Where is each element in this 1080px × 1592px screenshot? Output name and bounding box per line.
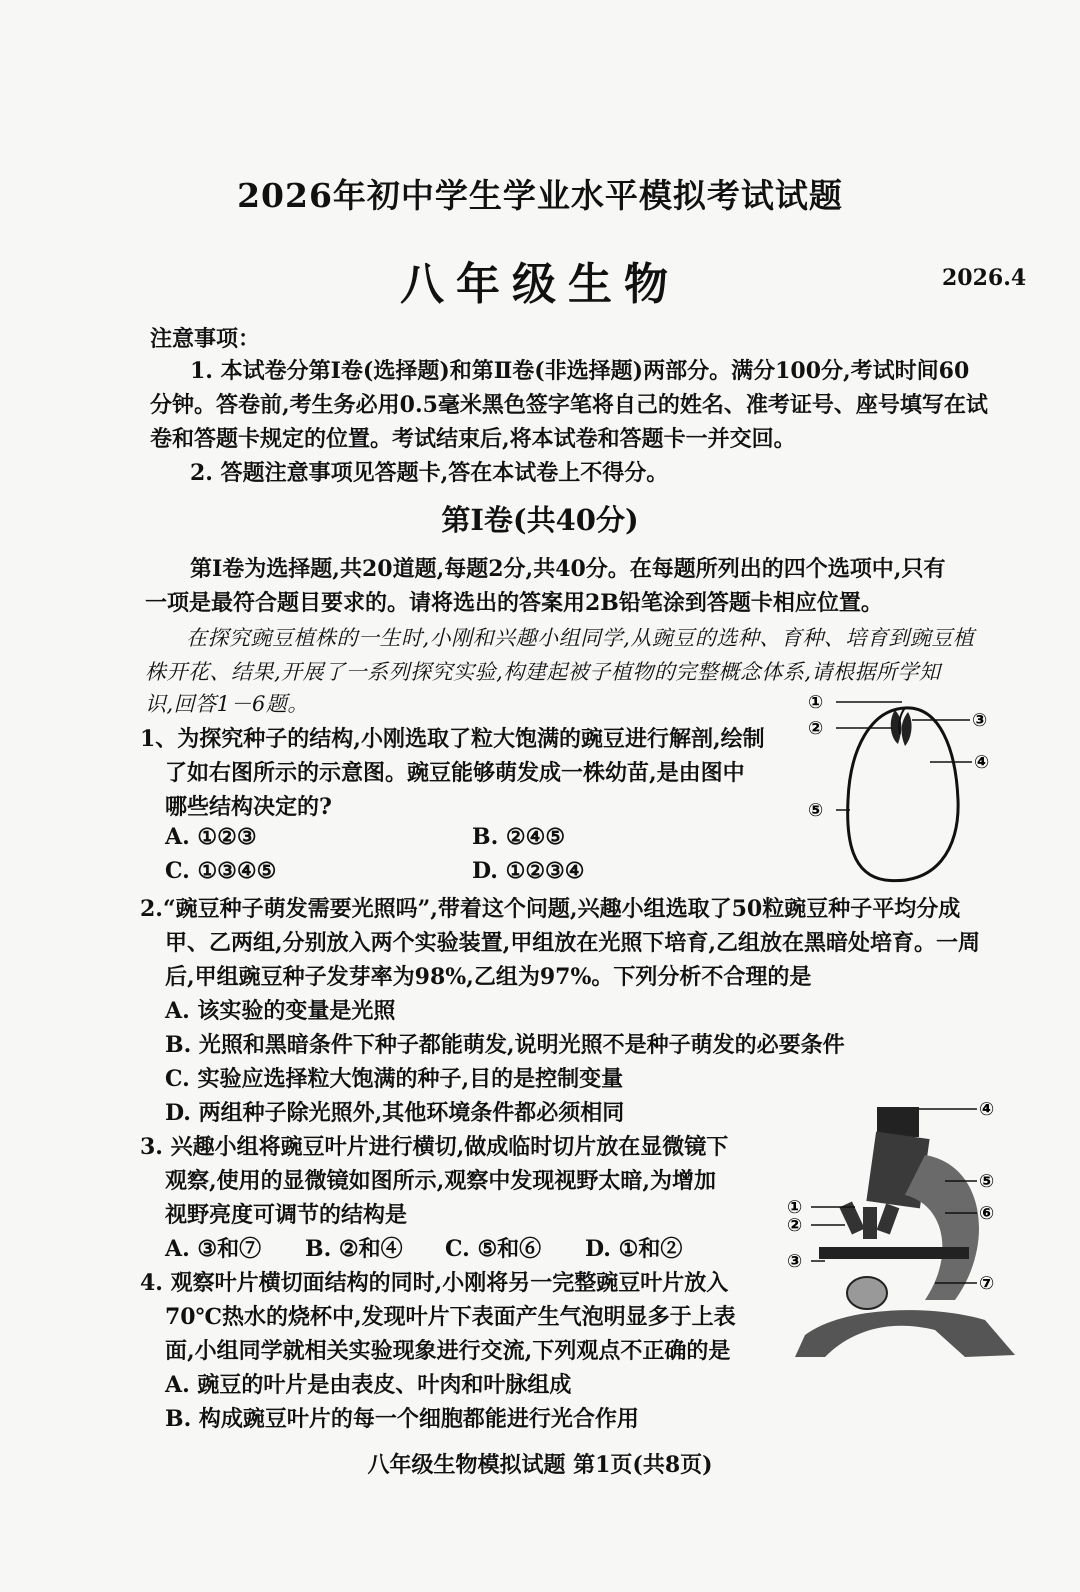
intro-line-3: 识,回答1－6题。 — [145, 692, 309, 716]
q3-line-3: 视野亮度可调节的结构是 — [165, 1202, 408, 1228]
q4-line-3: 面,小组同学就相关实验现象进行交流,下列观点不正确的是 — [165, 1338, 731, 1364]
exam-title: 2026年初中学生学业水平模拟考试试题 — [237, 176, 843, 215]
q4-option-b: B. 构成豌豆叶片的每一个细胞都能进行光合作用 — [165, 1406, 639, 1432]
notice-line-1: 1. 本试卷分第Ⅰ卷(选择题)和第Ⅱ卷(非选择题)两部分。满分100分,考试时间60 — [190, 358, 970, 384]
q1-option-c: C. ①③④⑤ — [165, 858, 277, 884]
q1-option-a: A. ①②③ — [165, 824, 257, 850]
seed-label-1: ① — [808, 692, 824, 713]
q2-option-b: B. 光照和黑暗条件下种子都能萌发,说明光照不是种子萌发的必要条件 — [165, 1032, 845, 1058]
seed-label-5: ⑤ — [808, 800, 824, 821]
exam-subject: 八年级生物 — [400, 259, 680, 310]
scope-label-1: ① — [787, 1197, 803, 1218]
q2-line-3: 后,甲组豌豆种子发芽率为98%,乙组为97%。下列分析不合理的是 — [165, 964, 812, 990]
scope-label-2: ② — [787, 1215, 803, 1236]
q1-option-d: D. ①②③④ — [472, 858, 585, 884]
q4-line-1: 4. 观察叶片横切面结构的同时,小刚将另一完整豌豆叶片放入 — [140, 1270, 729, 1296]
intro-line-2: 株开花、结果,开展了一系列探究实验,构建起被子植物的完整概念体系,请根据所学知 — [145, 660, 941, 684]
notice-line-4: 2. 答题注意事项见答题卡,答在本试卷上不得分。 — [190, 460, 669, 486]
q1-option-b: B. ②④⑤ — [472, 824, 566, 850]
seed-label-4: ④ — [974, 752, 990, 773]
q3-option-a: A. ③和⑦ — [165, 1236, 262, 1262]
scope-label-5: ⑤ — [979, 1171, 995, 1192]
q4-line-2: 70℃热水的烧杯中,发现叶片下表面产生气泡明显多于上表 — [165, 1304, 736, 1330]
intro-line-1: 在探究豌豆植株的一生时,小刚和兴趣小组同学,从豌豆的选种、育种、培育到豌豆植 — [186, 626, 975, 650]
q3-line-2: 观察,使用的显微镜如图所示,观察中发现视野太暗,为增加 — [165, 1168, 716, 1194]
section-instructions-1: 第Ⅰ卷为选择题,共20道题,每题2分,共40分。在每题所列出的四个选项中,只有 — [190, 556, 946, 582]
scope-label-3: ③ — [787, 1251, 803, 1272]
q4-option-a: A. 豌豆的叶片是由表皮、叶肉和叶脉组成 — [165, 1372, 572, 1398]
section-instructions-2: 一项是最符合题目要求的。请将选出的答案用2B铅笔涂到答题卡相应位置。 — [145, 590, 883, 616]
q3-option-c: C. ⑤和⑥ — [445, 1236, 542, 1262]
q3-option-b: B. ②和④ — [305, 1236, 403, 1262]
page-footer: 八年级生物模拟试题 第1页(共8页) — [367, 1452, 713, 1478]
notice-line-2: 分钟。答卷前,考生务必用0.5毫米黑色签字笔将自己的姓名、准考证号、座号填写在试 — [150, 392, 988, 418]
exam-date: 2026.4 — [942, 265, 1027, 291]
seed-label-3: ③ — [972, 710, 988, 731]
q3-option-d: D. ①和② — [585, 1236, 683, 1262]
scope-label-6: ⑥ — [979, 1203, 995, 1224]
q1-line-3: 哪些结构决定的? — [165, 794, 332, 820]
q2-option-a: A. 该实验的变量是光照 — [165, 998, 396, 1024]
seed-label-2: ② — [808, 718, 824, 739]
scope-label-4: ④ — [979, 1099, 995, 1120]
q2-line-2: 甲、乙两组,分别放入两个实验装置,甲组放在光照下培育,乙组放在黑暗处培育。一周 — [165, 930, 980, 956]
q1-line-2: 了如右图所示的示意图。豌豆能够萌发成一株幼苗,是由图中 — [165, 760, 745, 786]
scope-label-7: ⑦ — [979, 1273, 995, 1294]
q3-line-1: 3. 兴趣小组将豌豆叶片进行横切,做成临时切片放在显微镜下 — [140, 1134, 729, 1160]
q2-line-1: 2.“豌豆种子萌发需要光照吗”,带着这个问题,兴趣小组选取了50粒豌豆种子平均分成 — [140, 896, 961, 922]
notice-label: 注意事项： — [150, 326, 261, 352]
microscope-diagram — [785, 1095, 1045, 1365]
q2-option-c: C. 实验应选择粒大饱满的种子,目的是控制变量 — [165, 1066, 624, 1092]
q2-option-d: D. 两组种子除光照外,其他环境条件都必须相同 — [165, 1100, 625, 1126]
notice-line-3: 卷和答题卡规定的位置。考试结束后,将本试卷和答题卡一并交回。 — [150, 426, 796, 452]
seed-diagram — [800, 690, 1020, 890]
section-heading: 第Ⅰ卷(共40分) — [441, 503, 639, 537]
q1-line-1: 1、为探究种子的结构,小刚选取了粒大饱满的豌豆进行解剖,绘制 — [140, 726, 765, 752]
